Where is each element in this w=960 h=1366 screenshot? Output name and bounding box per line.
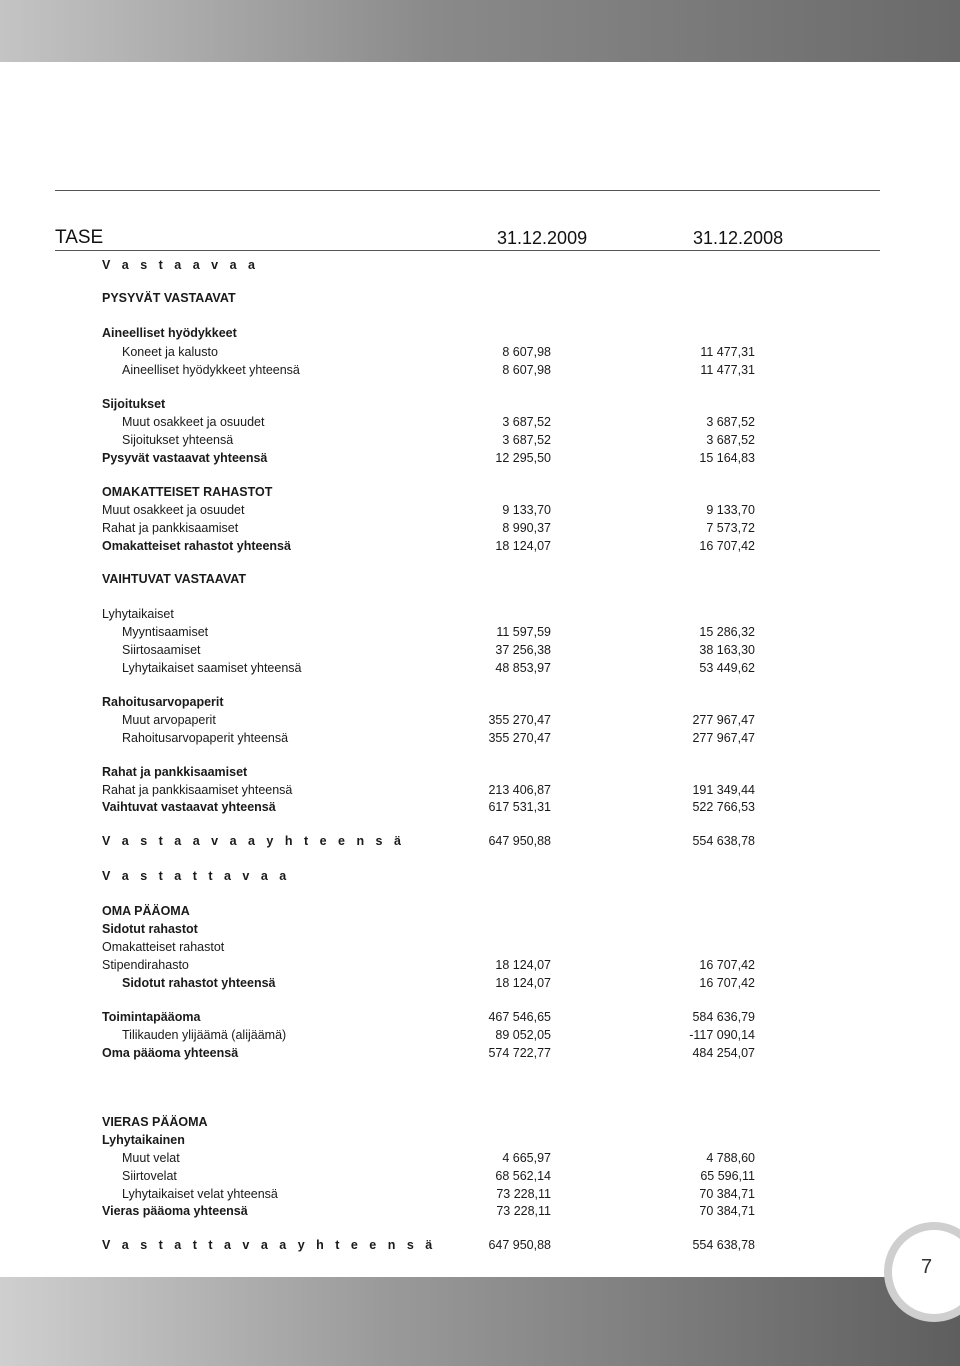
table-row xyxy=(0,1113,960,1131)
bottom-decorative-bar xyxy=(0,1277,960,1366)
table-row xyxy=(0,289,960,307)
row-label: Rahat ja pankkisaamiset xyxy=(102,765,248,779)
table-row xyxy=(0,902,960,920)
row-label: V a s t a t t a v a a y h t e e n s ä xyxy=(102,1238,437,1252)
value-2009: 355 270,47 xyxy=(488,713,551,727)
value-2009: 73 228,11 xyxy=(496,1187,551,1201)
top-decorative-bar xyxy=(0,0,960,62)
value-2009: 18 124,07 xyxy=(495,958,551,972)
row-label: Aineelliset hyödykkeet xyxy=(102,326,237,340)
row-label: Lyhytaikainen xyxy=(102,1133,185,1147)
table-row xyxy=(0,343,960,361)
row-label: Myyntisaamiset xyxy=(122,625,209,639)
row-label: VIERAS PÄÄOMA xyxy=(102,1115,208,1129)
table-row xyxy=(0,1026,960,1044)
value-2009: 4 665,97 xyxy=(502,1151,551,1165)
value-2008: 70 384,71 xyxy=(699,1187,755,1201)
table-row xyxy=(0,920,960,938)
table-row xyxy=(0,605,960,623)
header-rule xyxy=(55,250,880,251)
value-2008: -117 090,14 xyxy=(689,1028,755,1042)
value-2008: 584 636,79 xyxy=(692,1010,755,1024)
column-header-2009: 31.12.2009 xyxy=(497,228,588,248)
table-row xyxy=(0,501,960,519)
table-row xyxy=(0,832,960,850)
table-row xyxy=(0,324,960,342)
row-label: Stipendirahasto xyxy=(102,958,189,972)
row-label: Siirtovelat xyxy=(122,1169,177,1183)
value-2009: 8 990,37 xyxy=(502,521,551,535)
table-row xyxy=(0,413,960,431)
value-2009: 18 124,07 xyxy=(495,539,551,553)
row-label: Toimintapääoma xyxy=(102,1010,201,1024)
value-2008: 277 967,47 xyxy=(692,731,755,745)
row-label: OMA PÄÄOMA xyxy=(102,904,190,918)
row-label: Rahat ja pankkisaamiset xyxy=(102,521,239,535)
row-label: V a s t a a v a a y h t e e n s ä xyxy=(102,834,405,848)
row-label: Muut osakkeet ja osuudet xyxy=(102,503,245,517)
table-row xyxy=(0,659,960,677)
row-label: Pysyvät vastaavat yhteensä xyxy=(102,451,268,465)
value-2008: 11 477,31 xyxy=(700,363,755,377)
table-row xyxy=(0,729,960,747)
table-row xyxy=(0,641,960,659)
table-row xyxy=(0,395,960,413)
row-label: Muut velat xyxy=(122,1151,180,1165)
row-label: Aineelliset hyödykkeet yhteensä xyxy=(122,363,300,377)
page-number: 7 xyxy=(921,1256,933,1278)
value-2008: 15 286,32 xyxy=(699,625,755,639)
value-2008: 484 254,07 xyxy=(692,1046,755,1060)
table-row xyxy=(0,956,960,974)
value-2008: 3 687,52 xyxy=(706,415,755,429)
value-2008: 11 477,31 xyxy=(700,345,755,359)
value-2009: 3 687,52 xyxy=(502,433,551,447)
page-title: TASE xyxy=(55,227,104,248)
table-row xyxy=(0,1008,960,1026)
row-label: Sidotut rahastot yhteensä xyxy=(122,976,276,990)
value-2009: 18 124,07 xyxy=(495,976,551,990)
value-2009: 9 133,70 xyxy=(502,503,551,517)
row-label: Vaihtuvat vastaavat yhteensä xyxy=(102,800,276,814)
value-2009: 37 256,38 xyxy=(495,643,551,657)
table-row xyxy=(0,1185,960,1203)
value-2009: 11 597,59 xyxy=(496,625,551,639)
row-label: Rahoitusarvopaperit xyxy=(102,695,224,709)
value-2008: 191 349,44 xyxy=(692,783,755,797)
value-2008: 15 164,83 xyxy=(699,451,755,465)
value-2009: 3 687,52 xyxy=(502,415,551,429)
value-2009: 73 228,11 xyxy=(496,1204,551,1218)
value-2009: 8 607,98 xyxy=(502,363,551,377)
value-2009: 48 853,97 xyxy=(495,661,551,675)
value-2008: 65 596,11 xyxy=(700,1169,755,1183)
row-label: Sijoitukset xyxy=(102,397,166,411)
table-row xyxy=(0,798,960,816)
row-label: Lyhytaikaiset xyxy=(102,607,174,621)
table-row xyxy=(0,519,960,537)
table-row xyxy=(0,693,960,711)
column-header-2008: 31.12.2008 xyxy=(693,228,784,248)
table-row xyxy=(0,431,960,449)
table-row xyxy=(0,1167,960,1185)
value-2008: 554 638,78 xyxy=(692,1238,755,1252)
table-row xyxy=(0,1202,960,1220)
value-2008: 16 707,42 xyxy=(699,976,755,990)
table-row xyxy=(0,1149,960,1167)
value-2008: 554 638,78 xyxy=(692,834,755,848)
value-2008: 7 573,72 xyxy=(706,521,755,535)
table-row xyxy=(0,570,960,588)
table-row xyxy=(0,1044,960,1062)
value-2009: 647 950,88 xyxy=(488,1238,551,1252)
value-2008: 4 788,60 xyxy=(706,1151,755,1165)
table-row xyxy=(0,711,960,729)
row-label: OMAKATTEISET RAHASTOT xyxy=(102,485,273,499)
value-2009: 617 531,31 xyxy=(488,800,551,814)
row-label: Muut arvopaperit xyxy=(122,713,216,727)
value-2008: 53 449,62 xyxy=(699,661,755,675)
value-2009: 68 562,14 xyxy=(495,1169,551,1183)
value-2009: 647 950,88 xyxy=(488,834,551,848)
table-row xyxy=(0,623,960,641)
table-row xyxy=(0,781,960,799)
value-2008: 9 133,70 xyxy=(706,503,755,517)
value-2009: 574 722,77 xyxy=(488,1046,551,1060)
value-2009: 12 295,50 xyxy=(495,451,551,465)
row-label: Sidotut rahastot xyxy=(102,922,198,936)
value-2009: 355 270,47 xyxy=(488,731,551,745)
row-label: Tilikauden ylijäämä (alijäämä) xyxy=(122,1028,287,1042)
table-row xyxy=(0,938,960,956)
table-row xyxy=(0,867,960,885)
value-2008: 277 967,47 xyxy=(692,713,755,727)
value-2008: 38 163,30 xyxy=(699,643,755,657)
row-label: Siirtosaamiset xyxy=(122,643,201,657)
value-2008: 70 384,71 xyxy=(699,1204,755,1218)
value-2008: 3 687,52 xyxy=(706,433,755,447)
top-rule xyxy=(55,190,880,191)
row-label: PYSYVÄT VASTAAVAT xyxy=(102,291,236,305)
row-label: Omakatteiset rahastot yhteensä xyxy=(102,539,291,553)
table-row xyxy=(0,256,960,274)
value-2009: 213 406,87 xyxy=(488,783,551,797)
row-label: Lyhytaikaiset saamiset yhteensä xyxy=(122,661,302,675)
row-label: Muut osakkeet ja osuudet xyxy=(122,415,265,429)
row-label: Koneet ja kalusto xyxy=(122,345,218,359)
table-row xyxy=(0,1236,960,1254)
table-row xyxy=(0,763,960,781)
value-2009: 8 607,98 xyxy=(502,345,551,359)
value-2008: 16 707,42 xyxy=(699,539,755,553)
row-label: Lyhytaikaiset velat yhteensä xyxy=(122,1187,278,1201)
table-row xyxy=(0,537,960,555)
value-2009: 89 052,05 xyxy=(495,1028,551,1042)
table-row xyxy=(0,974,960,992)
row-label: Vieras pääoma yhteensä xyxy=(102,1204,248,1218)
value-2008: 522 766,53 xyxy=(692,800,755,814)
row-label: Oma pääoma yhteensä xyxy=(102,1046,239,1060)
table-row xyxy=(0,1131,960,1149)
row-label: Omakatteiset rahastot xyxy=(102,940,225,954)
value-2008: 16 707,42 xyxy=(699,958,755,972)
table-row xyxy=(0,483,960,501)
table-row xyxy=(0,361,960,379)
value-2009: 467 546,65 xyxy=(488,1010,551,1024)
row-label: Rahat ja pankkisaamiset yhteensä xyxy=(102,783,293,797)
row-label: Sijoitukset yhteensä xyxy=(122,433,234,447)
row-label: V a s t a t t a v a a xyxy=(102,869,291,883)
row-label: V a s t a a v a a xyxy=(102,258,259,272)
table-row xyxy=(0,449,960,467)
row-label: VAIHTUVAT VASTAAVAT xyxy=(102,572,246,586)
row-label: Rahoitusarvopaperit yhteensä xyxy=(122,731,289,745)
